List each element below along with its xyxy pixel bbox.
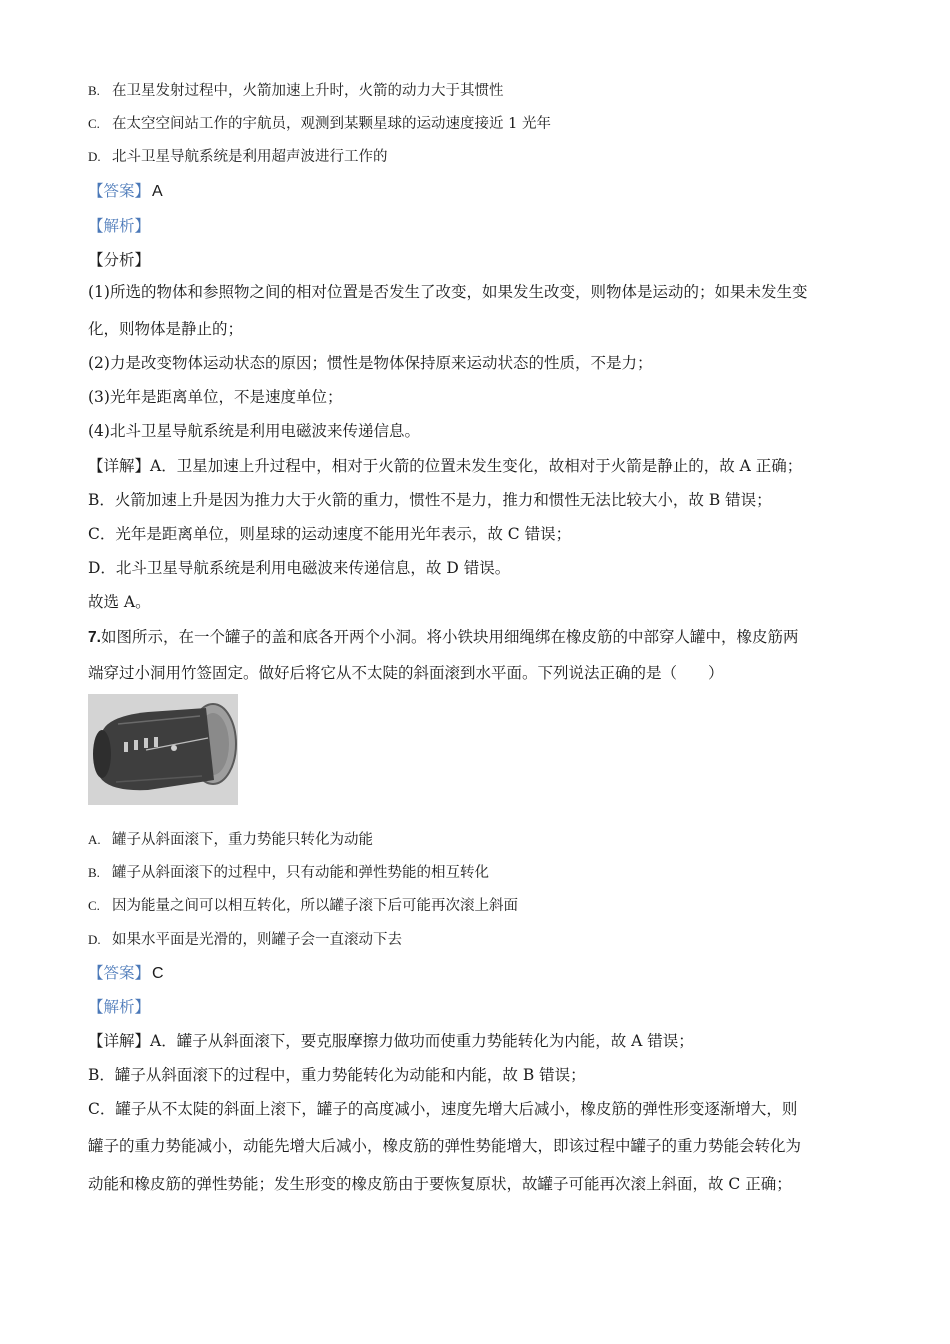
fenxi-line: (2)力是改变物体运动状态的原因；惯性是物体保持原来运动状态的性质，不是力； xyxy=(88,354,653,372)
question-number: 7. xyxy=(88,629,101,646)
answer-label: 【答案】 xyxy=(88,182,151,200)
detail-line: C．光年是距离单位，则星球的运动速度不能用光年表示，故 C 错误； xyxy=(88,525,572,543)
option-d: D. 北斗卫星导航系统是利用超声波进行工作的 xyxy=(88,149,388,165)
option-c: C. 在太空空间站工作的宇航员，观测到某颗星球的运动速度接近 1 光年 xyxy=(88,116,551,132)
option-a: A. 罐子从斜面滚下，重力势能只转化为动能 xyxy=(88,832,373,848)
rolling-can-image xyxy=(88,694,238,805)
detail-line: B．罐子从斜面滚下的过程中，重力势能转化为动能和内能，故 B 错误； xyxy=(88,1066,586,1084)
question-7-stem-cont: 端穿过小洞用竹签固定。做好后将它从不太陡的斜面滚到水平面。下列说法正确的是（ ） xyxy=(88,664,724,682)
fenxi-label: 【分析】 xyxy=(88,251,151,269)
detail-line: 【详解】A．罐子从斜面滚下，要克服摩擦力做功而使重力势能转化为内能，故 A 错误； xyxy=(88,1032,694,1050)
detail-line: 罐子的重力势能减小，动能先增大后减小，橡皮筋的弹性势能增大，即该过程中罐子的重力势能会转化为 xyxy=(88,1137,802,1155)
can-photo xyxy=(88,694,238,805)
answer-line-1 xyxy=(88,181,163,202)
answer-value: A xyxy=(152,183,163,200)
option-b: B. 在卫星发射过程中，火箭加速上升时，火箭的动力大于其惯性 xyxy=(88,83,504,99)
fenxi-line: 化，则物体是静止的； xyxy=(88,320,244,338)
answer-value: C xyxy=(152,965,164,982)
conclusion-line: 故选 A。 xyxy=(88,593,151,611)
analysis-label: 【解析】 xyxy=(88,217,151,235)
option-c: C. 因为能量之间可以相互转化，所以罐子滚下后可能再次滚上斜面 xyxy=(88,898,518,914)
answer-line-2 xyxy=(88,963,164,984)
option-d: D. 如果水平面是光滑的，则罐子会一直滚动下去 xyxy=(88,932,402,948)
question-7-stem: 7.如图所示，在一个罐子的盖和底各开两个小洞。将小铁块用细绳绑在橡皮筋的中部穿人罐中，橡皮筋两 xyxy=(88,628,799,646)
detail-line: C．罐子从不太陡的斜面上滚下，罐子的高度减小，速度先增大后减小，橡皮筋的弹性形变逐渐增大，则 xyxy=(88,1100,798,1118)
detail-line: 动能和橡皮筋的弹性势能；发生形变的橡皮筋由于要恢复原状，故罐子可能再次滚上斜面，故 C 正确； xyxy=(88,1175,792,1193)
answer-label: 【答案】 xyxy=(88,964,151,982)
detail-line: 【详解】A．卫星加速上升过程中，相对于火箭的位置未发生变化，故相对于火箭是静止的，故 A 正确； xyxy=(88,457,803,475)
detail-line: B．火箭加速上升是因为推力大于火箭的重力，惯性不是力，推力和惯性无法比较大小，故 B 错误； xyxy=(88,491,772,509)
fenxi-line: (1)所选的物体和参照物之间的相对位置是否发生了改变，如果发生改变，则物体是运动的；如果未发生变 xyxy=(88,283,808,301)
analysis-label: 【解析】 xyxy=(88,998,151,1016)
detail-line: D．北斗卫星导航系统是利用电磁波来传递信息，故 D 错误。 xyxy=(88,559,511,577)
fenxi-line: (4)北斗卫星导航系统是利用电磁波来传递信息。 xyxy=(88,422,420,440)
fenxi-line: (3)光年是距离单位，不是速度单位； xyxy=(88,388,343,406)
option-b: B. 罐子从斜面滚下的过程中，只有动能和弹性势能的相互转化 xyxy=(88,865,489,881)
